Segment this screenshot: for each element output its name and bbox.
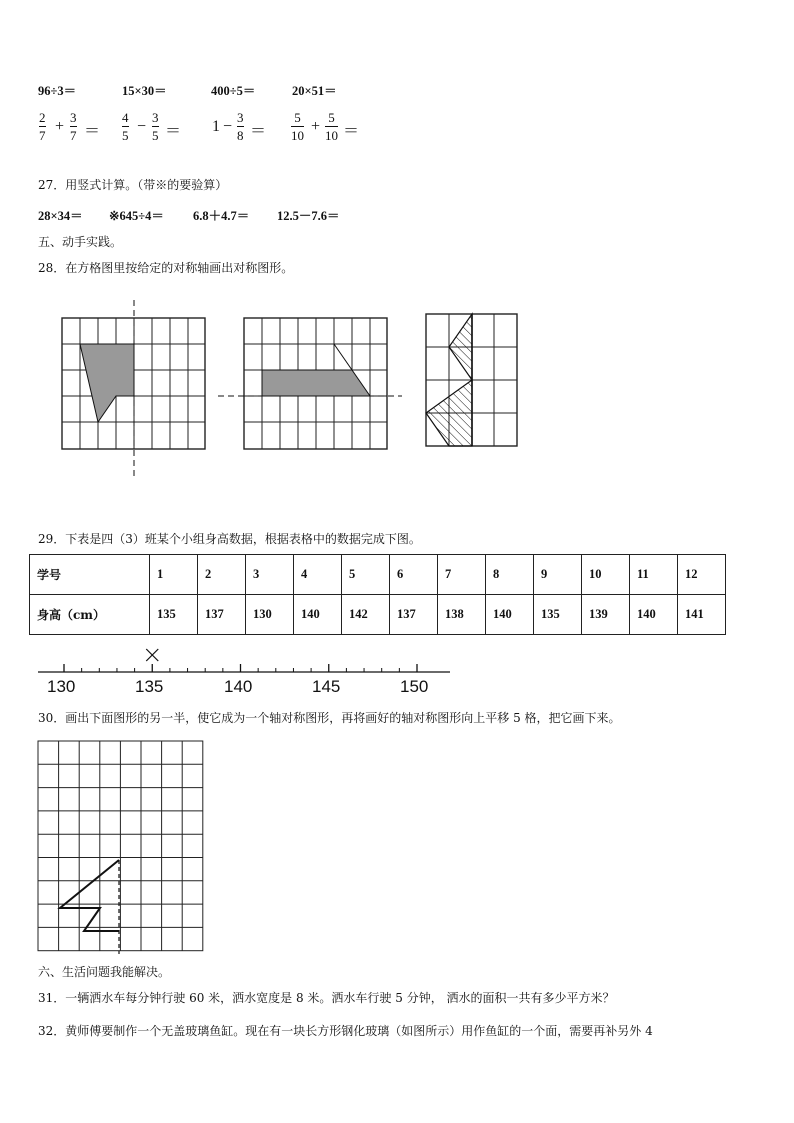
grid-3	[426, 314, 517, 446]
calc-2: 15×30＝	[122, 84, 167, 98]
height-cell: 135	[150, 595, 198, 635]
calc-4: 20×51＝	[292, 84, 337, 98]
q27-item-3: 6.8＋4.7＝	[193, 209, 250, 223]
height-cell: 135	[534, 595, 582, 635]
axis-label: 140	[224, 677, 253, 696]
height-cell: 140	[294, 595, 342, 635]
axis-label: 135	[135, 677, 164, 696]
section-6-heading: 六、生活问题我能解决。	[38, 965, 171, 979]
question-30: 30．画出下面图形的另一半，使它成为一个轴对称图形，再将画好的轴对称图形向上平移 5 格，把它画下来。	[38, 711, 621, 725]
axis-mark-x	[146, 649, 158, 661]
height-cell: 141	[678, 595, 726, 635]
question-31: 31．一辆洒水车每分钟行驶 60 米，洒水宽度是 8 米。洒水车行驶 5 分钟， 洒水的面积一共有多少平方米？	[38, 991, 615, 1005]
height-cell: 138	[438, 595, 486, 635]
height-table	[29, 554, 726, 635]
q27-item-2: ※645÷4＝	[109, 209, 164, 223]
id-cell: 8	[486, 555, 534, 595]
height-cell: 140	[630, 595, 678, 635]
id-cell: 5	[342, 555, 390, 595]
id-cell: 6	[390, 555, 438, 595]
height-cell: 139	[582, 595, 630, 635]
table-row-heights	[30, 595, 726, 635]
table-row-ids	[30, 555, 726, 595]
id-cell: 3	[246, 555, 294, 595]
height-cell: 142	[342, 595, 390, 635]
axis-label: 145	[312, 677, 341, 696]
id-cell: 7	[438, 555, 486, 595]
row-label-id: 学号	[30, 555, 150, 595]
id-cell: 9	[534, 555, 582, 595]
axis-label: 130	[47, 677, 76, 696]
question-27: 27．用竖式计算。（带※的要验算）	[38, 178, 228, 192]
axis-mark-stroke	[146, 649, 158, 661]
id-cell: 11	[630, 555, 678, 595]
grid-1	[62, 318, 205, 449]
id-cell: 1	[150, 555, 198, 595]
row-label-height: 身高（cm）	[30, 595, 150, 635]
axis-label: 150	[400, 677, 429, 696]
q27-item-1: 28×34＝	[38, 209, 83, 223]
id-cell: 12	[678, 555, 726, 595]
calc-1: 96÷3＝	[38, 84, 77, 98]
calc-3: 400÷5＝	[211, 84, 256, 98]
question-28: 28．在方格图里按给定的对称轴画出对称图形。	[38, 261, 294, 275]
question-32: 32．黄师傅要制作一个无盖玻璃鱼缸。现在有一块长方形钢化玻璃（如图所示）用作鱼缸的一个面，需要再补另外 4	[38, 1024, 653, 1038]
height-cell: 137	[390, 595, 438, 635]
grid-3-shape-top	[449, 314, 472, 380]
id-cell: 2	[198, 555, 246, 595]
height-cell: 137	[198, 595, 246, 635]
axis-mark-stroke	[146, 649, 158, 661]
id-cell: 10	[582, 555, 630, 595]
height-cell: 130	[246, 595, 294, 635]
height-cell: 140	[486, 595, 534, 635]
grid-1-shape	[80, 344, 134, 422]
q30-grid-border	[38, 741, 203, 951]
grid-3-shape-bottom	[426, 380, 472, 446]
q30-shape	[60, 860, 119, 931]
q27-item-4: 12.5－7.6＝	[277, 209, 340, 223]
question-29: 29．下表是四（3）班某个小组身高数据，根据表格中的数据完成下图。	[38, 532, 421, 546]
id-cell: 4	[294, 555, 342, 595]
section-5-heading: 五、动手实践。	[38, 235, 123, 249]
grid-2	[244, 318, 387, 449]
grid-2-shape	[262, 344, 370, 396]
